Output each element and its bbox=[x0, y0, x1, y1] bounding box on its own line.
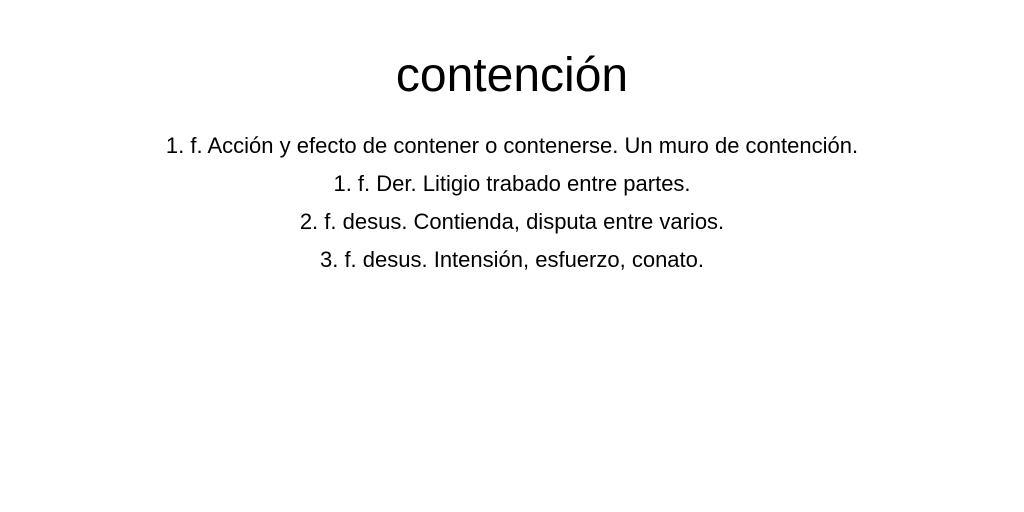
definition-item: 1. f. Acción y efecto de contener o contenerse. Un muro de contención. bbox=[165, 133, 859, 158]
definition-item: 3. f. desus. Intensión, esfuerzo, conato. bbox=[319, 247, 704, 272]
definition-item: 2. f. desus. Contienda, disputa entre varios. bbox=[299, 209, 725, 234]
headword-title: contención bbox=[395, 49, 629, 102]
definition-item: 1. f. Der. Litigio trabado entre partes. bbox=[333, 171, 691, 196]
definitions-list bbox=[0, 127, 1024, 279]
